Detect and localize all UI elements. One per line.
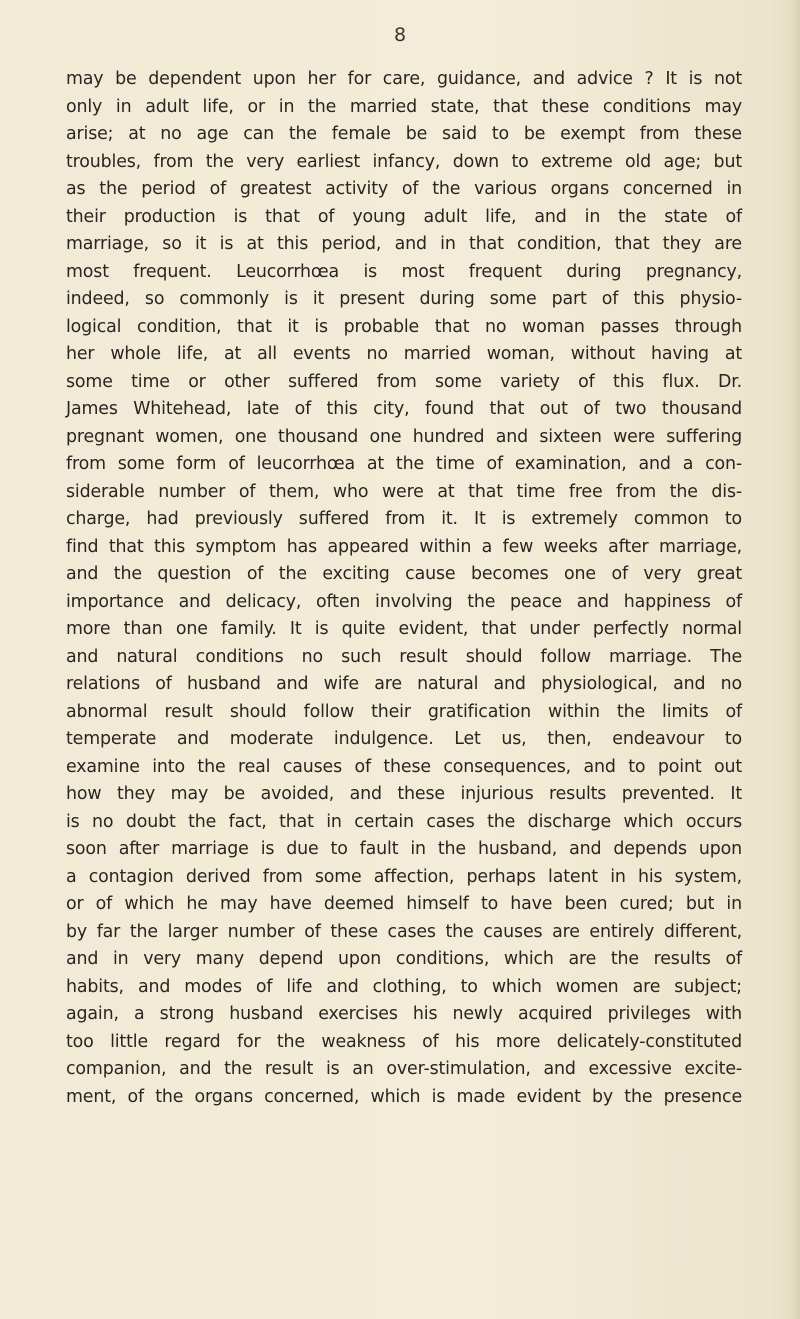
text-line: and natural conditions no such result should follow marriage. The [66,646,742,667]
text-line: importance and delicacy, often involving the peace and happiness of [66,591,742,612]
text-line: from some form of leucorrhœa at the time of examination, and a con- [66,454,742,474]
text-line: James Whitehead, late of this city, found that out of two thousand [66,399,742,419]
text-line: too little regard for the weakness of his more delicately-constituted [66,1031,742,1052]
text-line: temperate and moderate indulgence. Let us, then, endeavour to [66,729,742,749]
text-line: or of which he may have deemed himself to have been cured; but in [66,894,742,914]
text-line: is no doubt the fact, that in certain cases the discharge which occurs [66,811,742,832]
text-line: examine into the real causes of these consequences, and to point out [66,756,742,777]
text-line: find that this symptom has appeared within a few weeks after marriage, [66,536,742,557]
text-line: soon after marriage is due to fault in the husband, and depends upon [66,839,742,859]
text-line: most frequent. Leucorrhœa is most frequent during pregnancy, [66,261,742,282]
text-line: ment, of the organs concerned, which is made evident by the presence [66,1086,742,1107]
text-line: and the question of the exciting cause becomes one of very great [66,564,742,584]
text-line: siderable number of them, who were at that time free from the dis- [66,481,742,502]
text-line: more than one family. It is quite evident, that under perfectly normal [66,619,742,639]
text-line: a contagion derived from some affection, perhaps latent in his system, [66,866,742,887]
text-line: companion, and the result is an over-stimulation, and excessive excite- [66,1059,742,1079]
text-line: how they may be avoided, and these injurious results prevented. It [66,784,742,804]
text-line: may be dependent upon her for care, guidance, and advice ? It is not [66,69,742,89]
page-number: 8 [393,24,407,46]
text-line: again, a strong husband exercises his newly acquired privileges with [66,1004,742,1024]
page-edge-shadow [790,0,800,1319]
text-line: some time or other suffered from some variety of this flux. Dr. [66,371,742,392]
text-line: relations of husband and wife are natural and physiological, and no [66,674,742,694]
text-line: logical condition, that it is probable that no woman passes through [66,316,742,337]
text-line: only in adult life, or in the married state, that these conditions may [66,96,742,117]
text-line: habits, and modes of life and clothing, to which women are subject; [66,976,742,997]
text-line: as the period of greatest activity of the various organs concerned in [66,179,742,199]
text-line: her whole life, at all events no married woman, without having at [66,344,742,364]
text-line: and in very many depend upon conditions, which are the results of [66,949,742,969]
text-line: indeed, so commonly is it present during some part of this physio- [66,289,742,309]
text-line: their production is that of young adult life, and in the state of [66,206,742,227]
body-text [66,66,742,1111]
text-line: troubles, from the very earliest infancy, down to extreme old age; but [66,151,742,172]
text-line: abnormal result should follow their gratification within the limits of [66,701,742,722]
text-line: marriage, so it is at this period, and in that condition, that they are [66,234,742,254]
text-line: by far the larger number of these cases the causes are entirely different, [66,921,742,942]
text-line: arise; at no age can the female be said to be exempt from these [66,124,742,144]
text-line: charge, had previously suffered from it. It is extremely common to [66,509,742,529]
text-line: pregnant women, one thousand one hundred and sixteen were suffering [66,426,742,447]
